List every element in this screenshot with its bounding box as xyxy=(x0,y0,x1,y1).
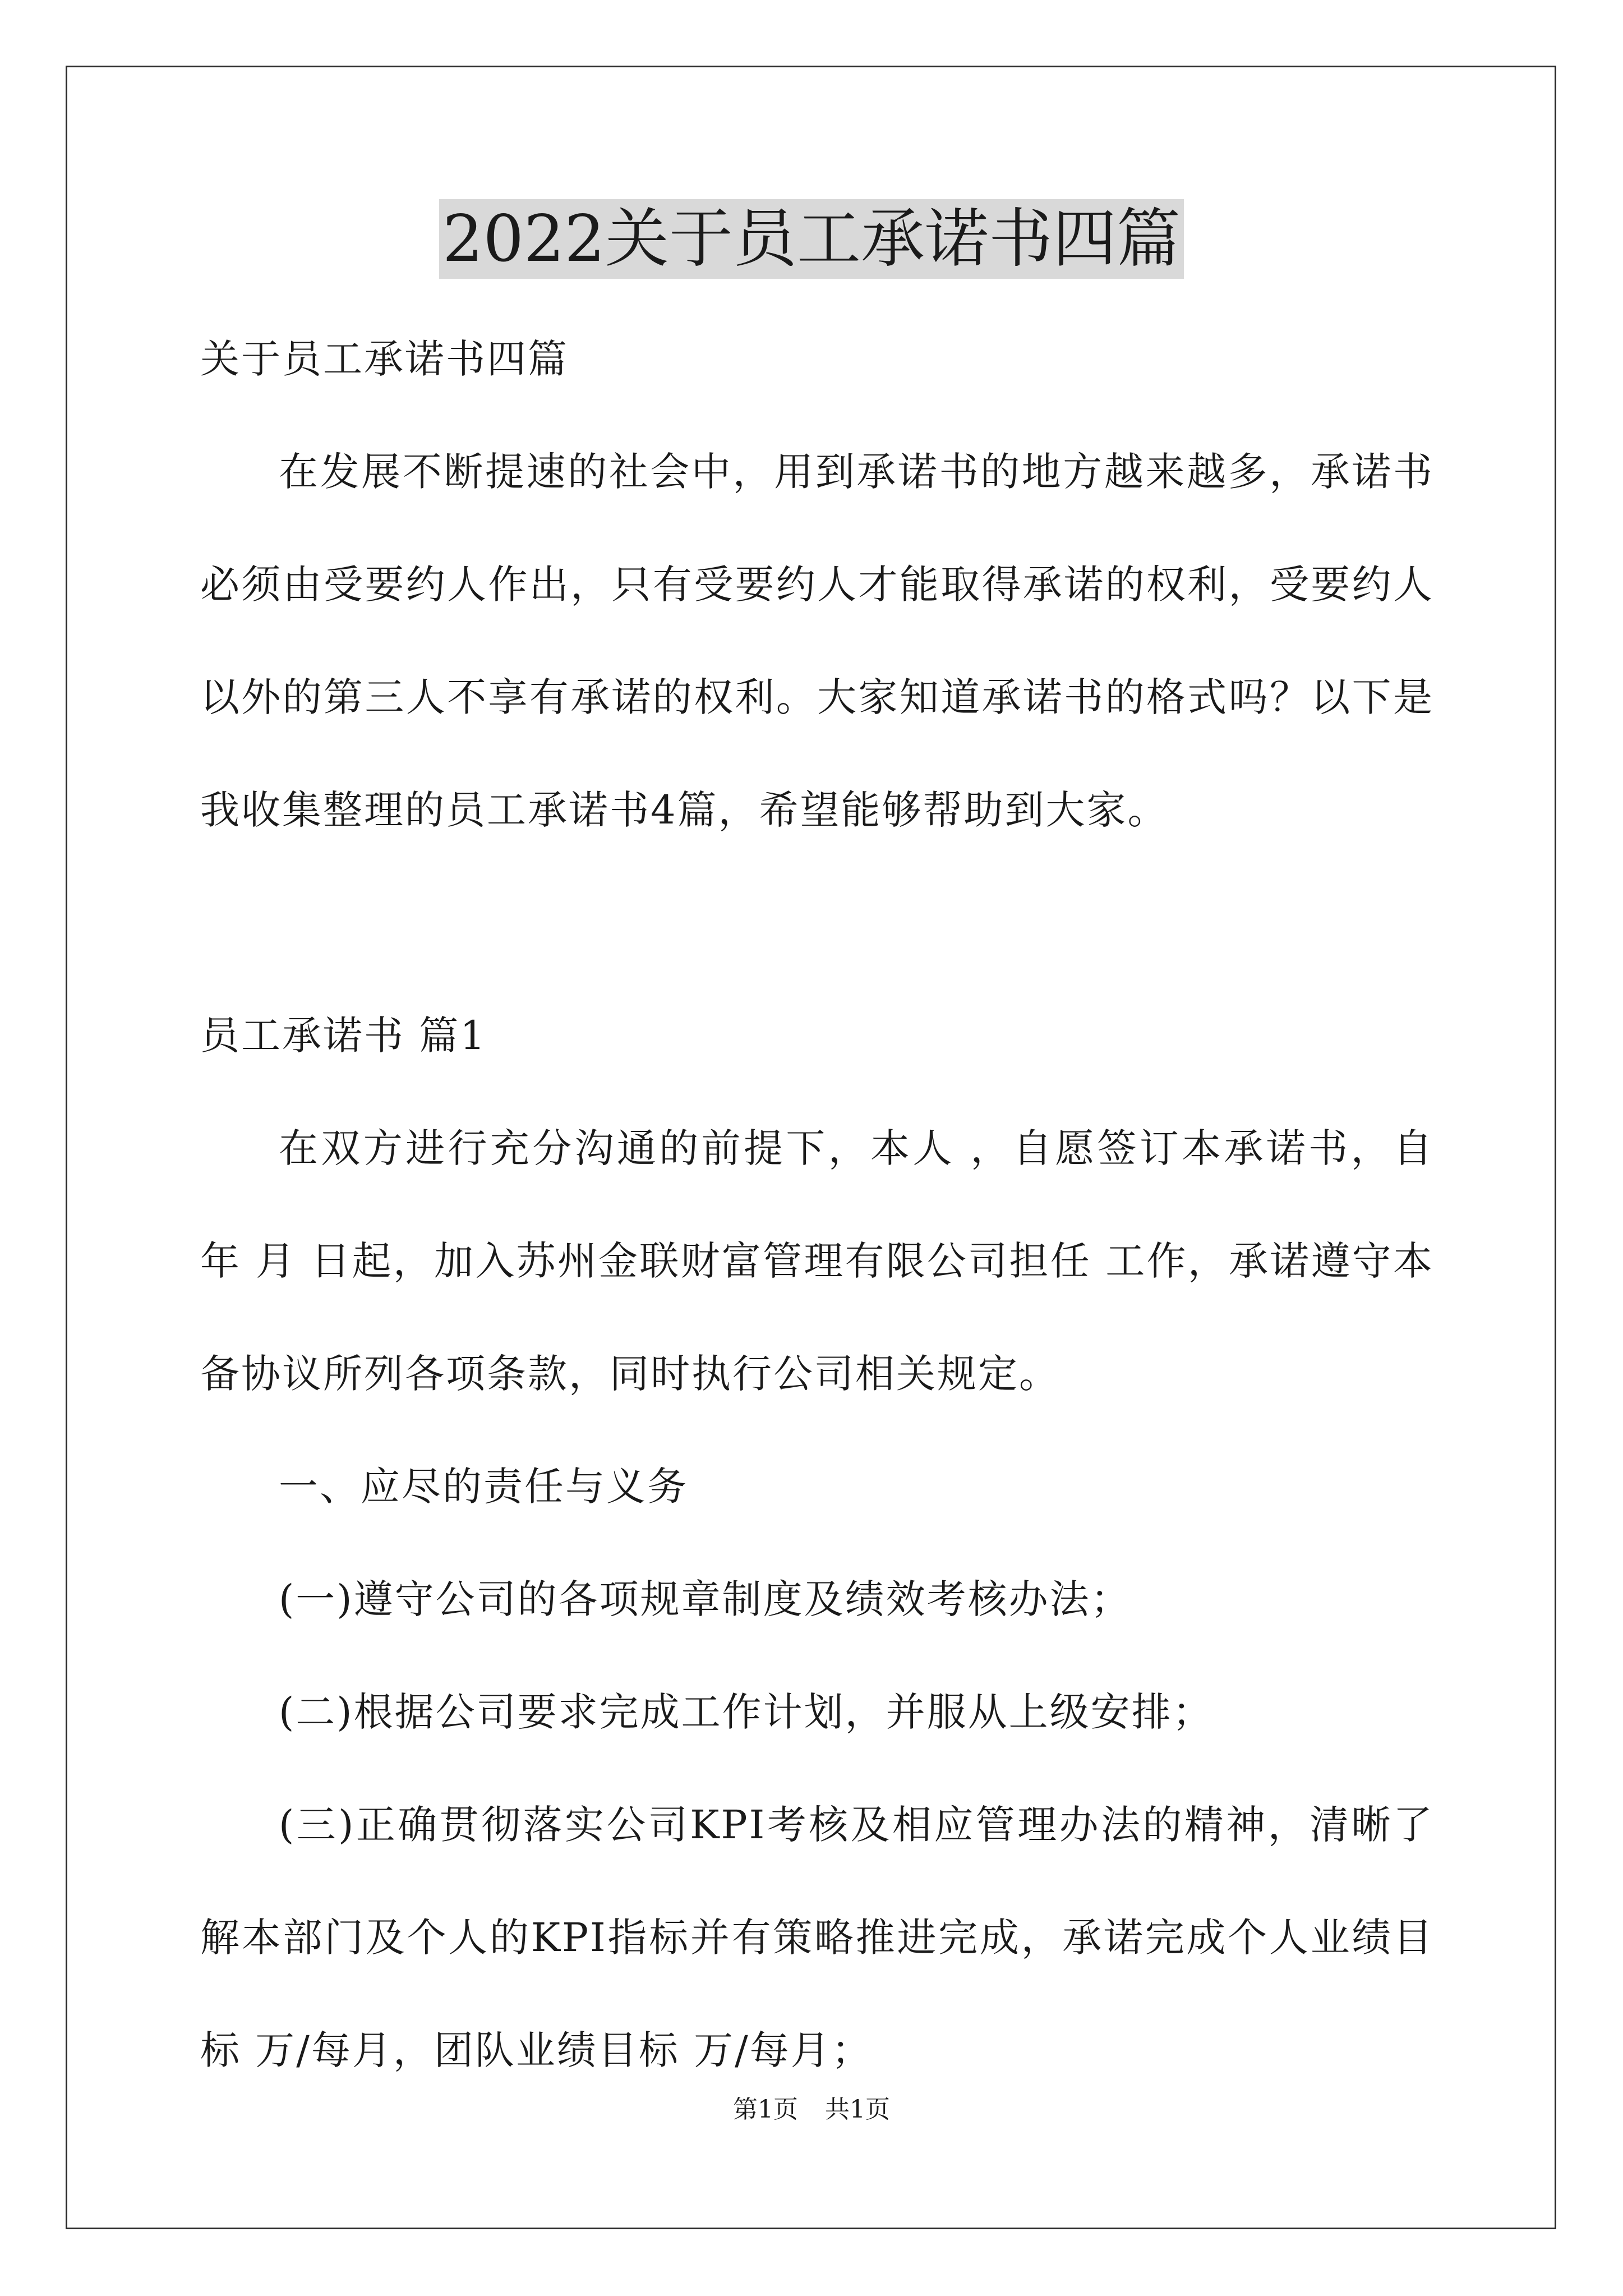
page-number-total: 共1页 xyxy=(825,2095,890,2124)
clause-item-2: (二)根据公司要求完成工作计划，并服从上级安排； xyxy=(279,1689,1214,1735)
intro-paragraph: 在发展不断提速的社会中，用到承诺书的地方越来越多，承诺书必须由受要约人作出，只有受要约人才能取得承诺的权利，受要约人以外的第三人不享有承诺的权利。大家知道承诺书的格式吗？以下是我收集整理的员工承诺书4篇，希望能够帮助到大家。 xyxy=(200,449,1434,833)
document-title[interactable]: 2022关于员工承诺书四篇 xyxy=(439,199,1184,279)
clause-heading: 一、应尽的责任与义务 xyxy=(279,1464,688,1510)
section-heading: 员工承诺书 篇1 xyxy=(200,1013,487,1059)
section-paragraph: 在双方进行充分沟通的前提下，本人 ，自愿签订本承诺书，自 年 月 日起，加入苏州金联财富管理有限公司担任 工作，承诺遵守本备协议所列各项条款，同时执行公司相关规定。 xyxy=(200,1125,1434,1397)
title-container xyxy=(0,199,1623,279)
page-footer xyxy=(0,2094,1623,2125)
clause-item-3: (三)正确贯彻落实公司KPI考核及相应管理办法的精神，清晰了解本部门及个人的KPI指标并有策略推进完成，承诺完成个人业绩目标 万/每月，团队业绩目标 万/每月； xyxy=(200,1802,1434,2073)
page-number-current: 第1页 xyxy=(733,2095,798,2124)
document-body xyxy=(200,303,1434,2107)
clause-item-1: (一)遵守公司的各项规章制度及绩效考核办法； xyxy=(279,1576,1132,1622)
section-spacer xyxy=(200,867,1434,979)
subtitle-paragraph: 关于员工承诺书四篇 xyxy=(200,336,569,382)
